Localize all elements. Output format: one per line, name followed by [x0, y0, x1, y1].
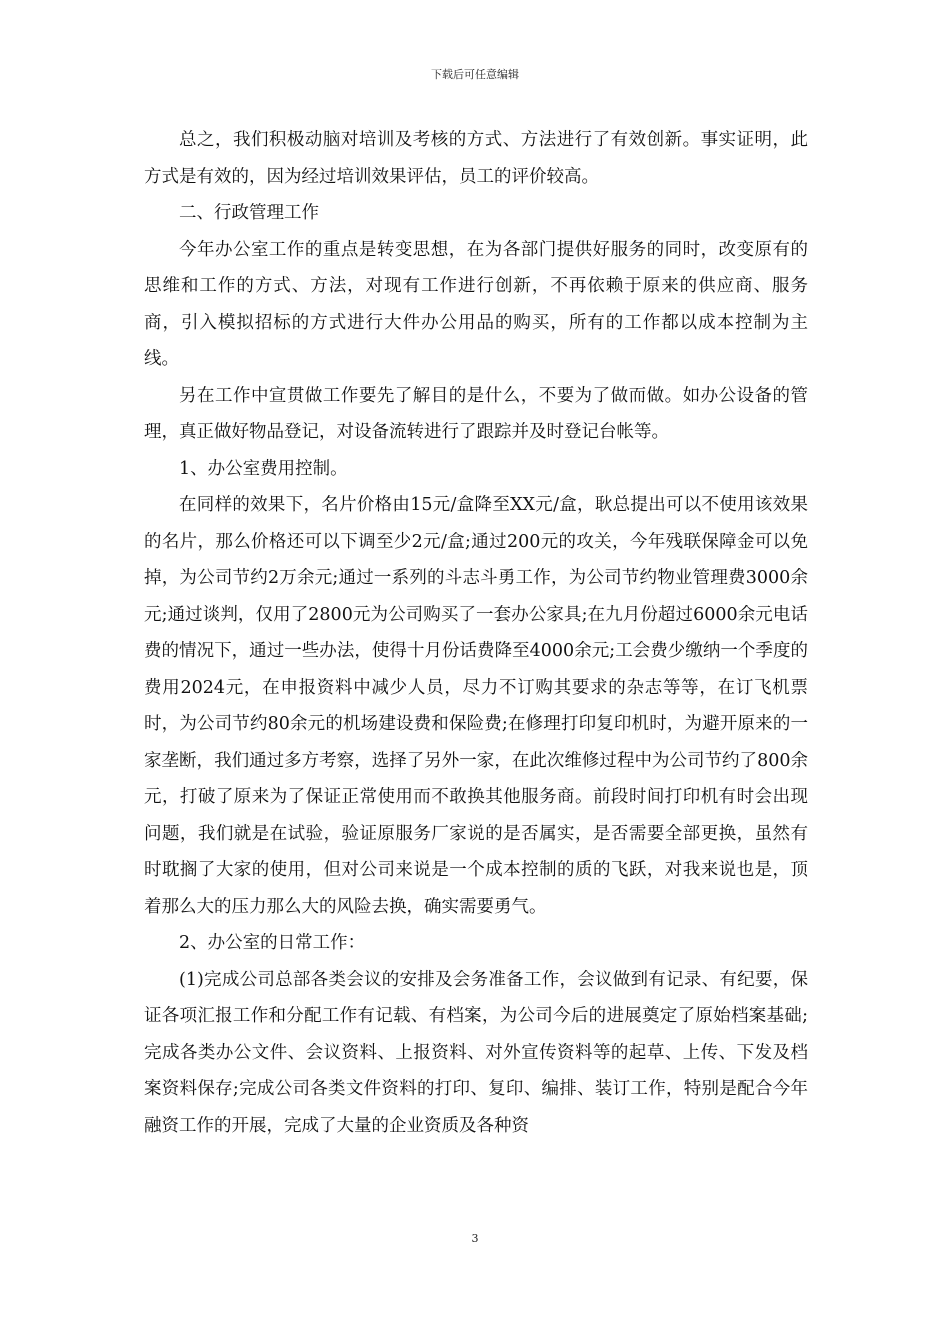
document-body: [144, 122, 808, 1144]
paragraph-summary: 总之，我们积极动脑对培训及考核的方式、方法进行了有效创新。事实证明，此方式是有效的，因为经过培训效果评估，员工的评价较高。: [144, 130, 808, 187]
section-heading-admin-management: 二、行政管理工作: [179, 203, 319, 223]
paragraph-office-focus: 今年办公室工作的重点是转变思想，在为各部门提供好服务的同时，改变原有的思维和工作的方式、方法，对现有工作进行创新，不再依赖于原来的供应商、服务商，引入模拟招标的方式进行大件办公用品的购买，所有的工作都以成本控制为主线。: [144, 239, 808, 369]
paragraph-equipment-management: 另在工作中宣贯做工作要先了解目的是什么，不要为了做而做。如办公设备的管理，真正做好物品登记，对设备流转进行了跟踪并及时登记台帐等。: [144, 385, 808, 442]
paragraph-cost-savings: 在同样的效果下，名片价格由15元/盒降至XX元/盒，耿总提出可以不使用该效果的名片，那么价格还可以下调至少2元/盒;通过200元的攻关，今年残联保障金可以免掉，为公司节约2万余元;通过一系列的斗志斗勇工作，为公司节约物业管理费3000余元;通过谈判，仅用了2800元为公司购买了一套办公家具;在九月份超过6000余元电话费的情况下，通过一些办法，使得十月份话费降至4000余元;工会费少缴纳一个季度的费用2024元，在申报资料中减少人员，尽力不订购其要求的杂志等等，在订飞机票时，为公司节约80余元的机场建设费和保险费;在修理打印复印机时，为避开原来的一家垄断，我们通过多方考察，选择了另外一家，在此次维修过程中为公司节约了800余元，打破了原来为了保证正常使用而不敢换其他服务商。前段时间打印机有时会出现问题，我们就是在试验，验证原服务厂家说的是否属实，是否需要全部更换，虽然有时耽搁了大家的使用，但对公司来说是一个成本控制的质的飞跃，对我来说也是，顶着那么大的压力那么大的风险去换，确实需要勇气。: [144, 495, 808, 917]
page-number: 3: [471, 1232, 479, 1245]
paragraph-meeting-arrangements: (1)完成公司总部各类会议的安排及会务准备工作，会议做到有记录、有纪要，保证各项汇报工作和分配工作有记载、有档案，为公司今后的进展奠定了原始档案基础;完成各类办公文件、会议资料、上报资料、对外宣传资料等的起草、上传、下发及档案资料保存;完成公司各类文件资料的打印、复印、编排、装订工作，特别是配合今年融资工作的开展，完成了大量的企业资质及各种资: [144, 969, 808, 1136]
page-header-note: 下载后可任意编辑: [431, 68, 519, 81]
subheading-daily-work: 2、办公室的日常工作：: [179, 933, 366, 953]
subheading-cost-control: 1、办公室费用控制。: [179, 458, 348, 479]
